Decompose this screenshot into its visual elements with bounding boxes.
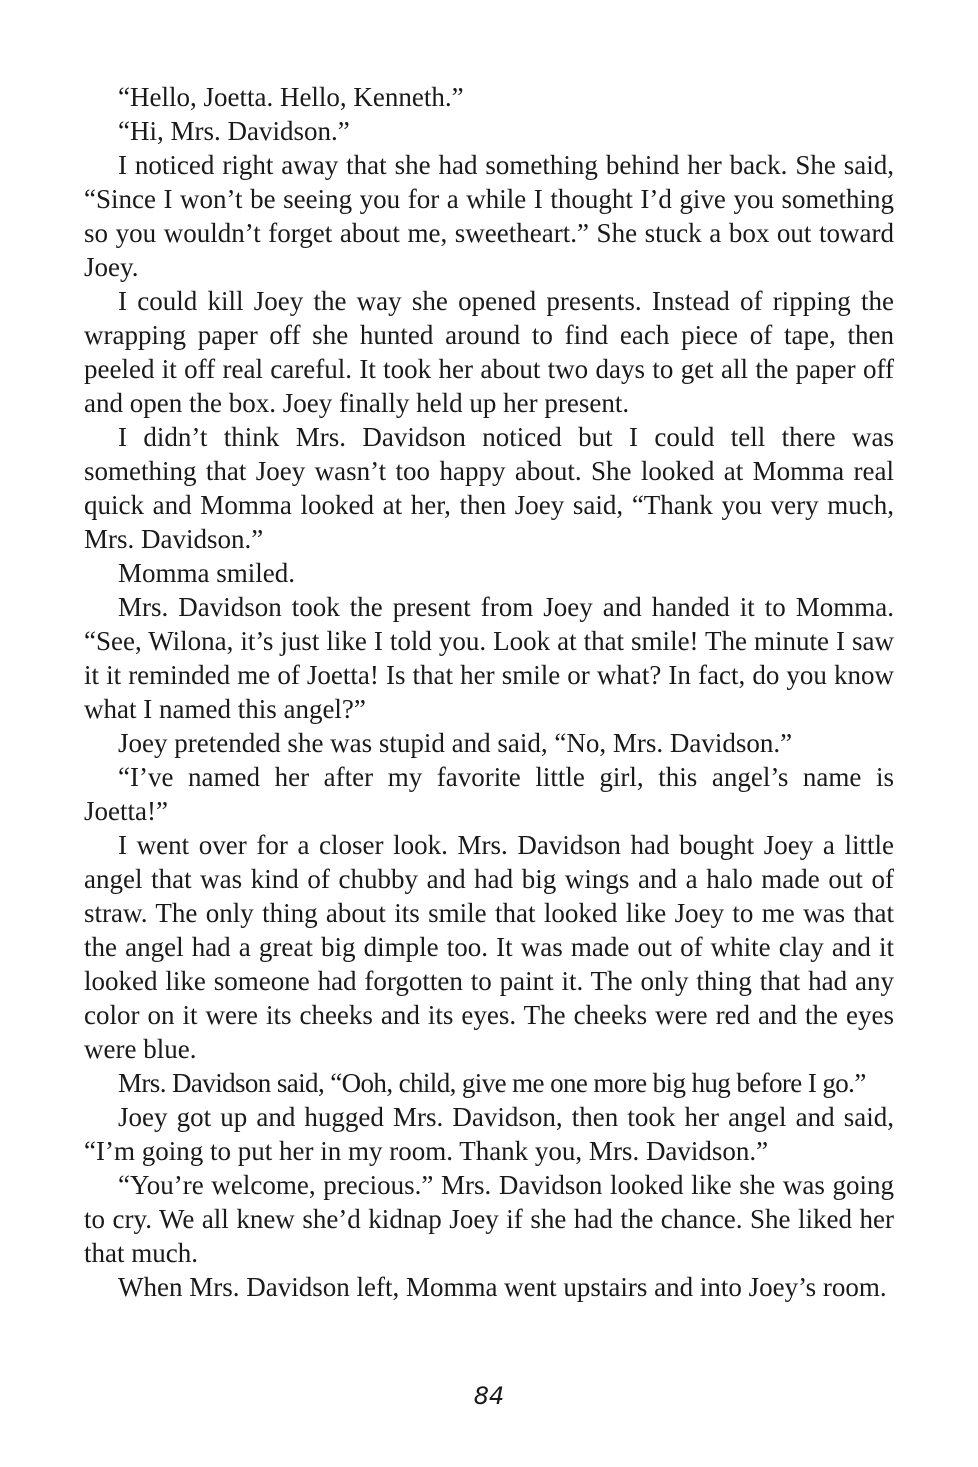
paragraph: “You’re welcome, precious.” Mrs. Davidson looked like she was going to cry. We all knew she’d kidnap Joey if she had the chance. She liked her that much. bbox=[84, 1170, 894, 1268]
paragraph: When Mrs. Davidson left, Momma went upstairs and into Joey’s room. bbox=[118, 1272, 887, 1302]
paragraph: Joey got up and hugged Mrs. Davidson, then took her angel and said, “I’m going to put her in my room. Thank you, Mrs. Davidson.” bbox=[84, 1102, 894, 1166]
paragraph: I didn’t think Mrs. Davidson noticed but I could tell there was something that Joey wasn’t too happy about. She looked at Momma real quick and Momma looked at her, then Joey said, “Thank you very much, Mrs. Davidson.” bbox=[84, 422, 894, 554]
paragraph: Joey pretended she was stupid and said, “No, Mrs. Davidson.” bbox=[118, 728, 793, 758]
paragraph: Mrs. Davidson took the present from Joey and handed it to Momma. “See, Wilona, it’s just like I told you. Look at that smile! The minute I saw it it reminded me of Joetta! Is that her smile or what? In fact, do you know what I named this angel?” bbox=[84, 592, 894, 724]
paragraph: I went over for a closer look. Mrs. Davidson had bought Joey a little angel that was kind of chubby and had big wings and a halo made out of straw. The only thing about its smile that looked like Joey to me was that the angel had a great big dimple too. It was made out of white clay and it looked like someone had forgotten to paint it. The only thing that had any color on it were its cheeks and its eyes. The cheeks were red and the eyes were blue. bbox=[84, 830, 894, 1064]
paragraph: I could kill Joey the way she opened presents. Instead of ripping the wrapping paper off she hunted around to find each piece of tape, then peeled it off real careful. It took her about two days to get all the paper off and open the box. Joey finally held up her present. bbox=[84, 286, 894, 418]
paragraph: Momma smiled. bbox=[118, 558, 295, 588]
paragraph: “Hi, Mrs. Davidson.” bbox=[118, 116, 350, 146]
paragraph: “I’ve named her after my favorite little girl, this angel’s name is Joetta!” bbox=[84, 762, 894, 826]
paragraph: Mrs. Davidson said, “Ooh, child, give me one more big hug before I go.” bbox=[118, 1068, 866, 1098]
page-number: 84 bbox=[473, 1382, 505, 1410]
paragraph: I noticed right away that she had something behind her back. She said, “Since I won’t be seeing you for a while I thought I’d give you something so you wouldn’t forget about me, sweetheart.” She stuck a box out toward Joey. bbox=[84, 150, 894, 282]
paragraph: “Hello, Joetta. Hello, Kenneth.” bbox=[118, 82, 464, 112]
page-body bbox=[84, 80, 894, 1304]
